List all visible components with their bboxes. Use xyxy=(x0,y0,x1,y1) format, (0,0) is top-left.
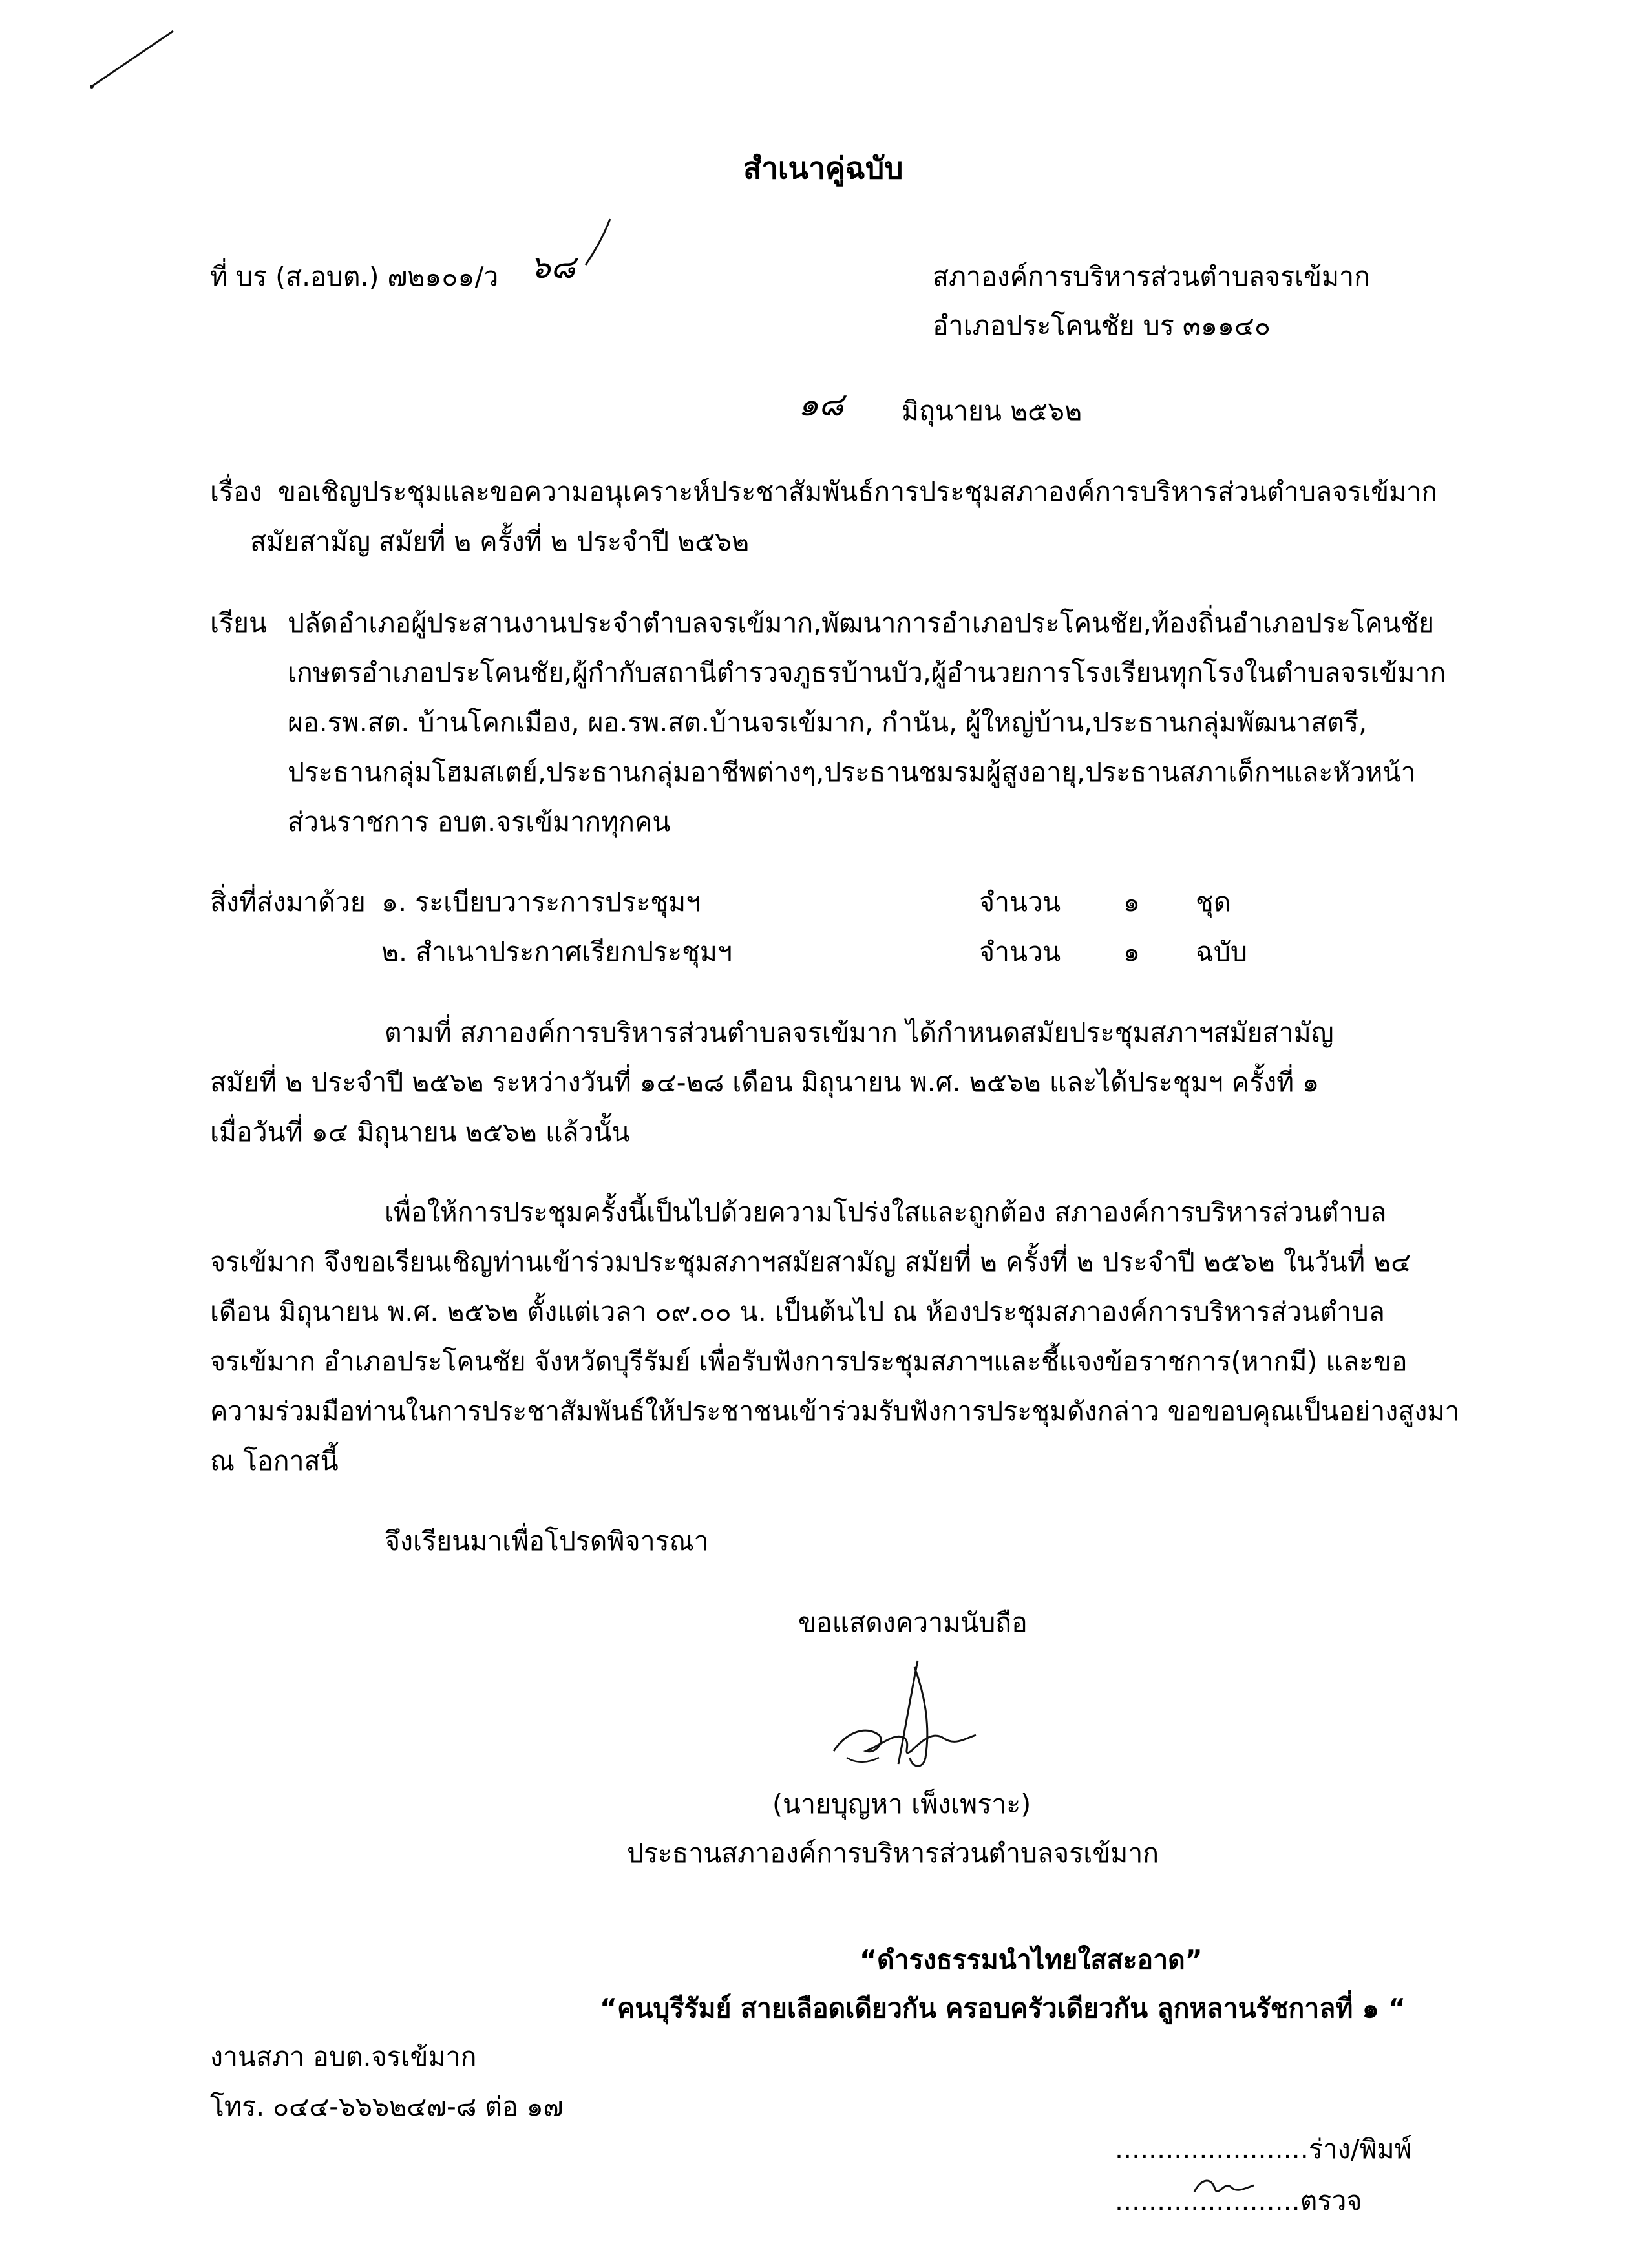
paragraph-1-line-1: ตามที่ สภาองค์การบริหารส่วนตำบลจรเข้มาก ได้กำหนดสมัยประชุมสภาฯสมัยสามัญ xyxy=(385,1017,1334,1048)
recipients-line-1: ปลัดอำเภอผู้ประสานงานประจำตำบลจรเข้มาก,พัฒนาการอำเภอประโคนชัย,ท้องถิ่นอำเภอประโคนชัย xyxy=(288,607,1435,638)
enclosure-item-2-text: ๒. สำเนาประกาศเรียกประชุมฯ xyxy=(381,936,732,967)
enclosure-item-2-unit: ฉบับ xyxy=(1196,936,1247,967)
recipients-line-4: ประธานกลุ่มโฮมสเตย์,ประธานกลุ่มอาชีพต่างๆ,ประธานชมรมผู้สูงอายุ,ประธานสภาเด็กฯและหัวหน้า xyxy=(288,757,1416,788)
slogan-2: “คนบุรีรัมย์ สายเลือดเดียวกัน ครอบครัวเดียวกัน ลูกหลานรัชกาลที่ ๑ “ xyxy=(600,1993,1406,2024)
recipients-line-5: ส่วนราชการ อบต.จรเข้มากทุกคน xyxy=(288,806,671,837)
subject-line-1: ขอเชิญประชุมและขอความอนุเคราะห์ประชาสัมพันธ์การประชุมสภาองค์การบริหารส่วนตำบลจรเข้มาก xyxy=(278,476,1438,507)
paragraph-2-line-3: เดือน มิถุนายน พ.ศ. ๒๕๖๒ ตั้งแต่เวลา ๐๙.๐๐ น. เป็นต้นไป ณ ห้องประชุมสภาองค์การบริหารส่วนตำบล xyxy=(210,1296,1385,1327)
subject-line-2: สมัยสามัญ สมัยที่ ๒ ครั้งที่ ๒ ประจำปี ๒๕๖๒ xyxy=(250,526,750,557)
date-day-handwritten: ๑๘ xyxy=(798,386,844,423)
check-sign-line: ......................ตรวจ xyxy=(1115,2185,1362,2216)
paragraph-2-line-6: ณ โอกาสนี้ xyxy=(210,1445,339,1476)
paragraph-1-line-2: สมัยที่ ๒ ประจำปี ๒๕๖๒ ระหว่างวันที่ ๑๔-๒๘ เดือน มิถุนายน พ.ศ. ๒๕๖๒ และได้ประชุมฯ ครั้งที่ ๑ xyxy=(210,1067,1320,1098)
signer-name: (นายบุญหา เพ็งเพราะ) xyxy=(772,1789,1031,1820)
reference-number: ที่ บร (ส.อบต.) ๗๒๑๐๑/ว xyxy=(210,261,499,292)
enclosure-item-1-unit: ชุด xyxy=(1196,887,1231,918)
recipients-label: เรียน xyxy=(210,607,268,638)
contact-office: งานสภา อบต.จรเข้มาก xyxy=(210,2041,477,2072)
handwritten-signature xyxy=(821,1654,989,1783)
draft-sign-line: .......................ร่าง/พิมพ์ xyxy=(1115,2134,1412,2165)
sender-line-1: สภาองค์การบริหารส่วนตำบลจรเข้มาก xyxy=(933,261,1370,292)
subject-label: เรื่อง xyxy=(210,476,262,507)
enclosure-item-1-qty-label: จำนวน xyxy=(979,887,1061,918)
paragraph-1-line-3: เมื่อวันที่ ๑๔ มิถุนายน ๒๕๖๒ แล้วนั้น xyxy=(210,1117,630,1148)
paragraph-2-line-5: ความร่วมมือท่านในการประชาสัมพันธ์ให้ประชาชนเข้าร่วมรับฟังการประชุมดังกล่าว ขอขอบคุณเป็นอย่างสูงมา xyxy=(210,1396,1460,1427)
handwritten-check-mark xyxy=(84,26,181,97)
slogan-1: “ดำรงธรรมนำไทยใสสะอาด” xyxy=(860,1944,1203,1975)
enclosure-item-2-qty: ๑ xyxy=(1123,936,1141,967)
recipients-line-3: ผอ.รพ.สต. บ้านโคกเมือง, ผอ.รพ.สต.บ้านจรเข้มาก, กำนัน, ผู้ใหญ่บ้าน,ประธานกลุ่มพัฒนาสตรี, xyxy=(288,707,1368,738)
date-month-year: มิถุนายน ๒๕๖๒ xyxy=(902,395,1083,426)
sender-line-2: อำเภอประโคนชัย บร ๓๑๑๔๐ xyxy=(933,310,1271,341)
contact-phone: โทร. ๐๔๔-๖๖๖๒๔๗-๘ ต่อ ๑๗ xyxy=(210,2091,564,2122)
enclosure-item-2-qty-label: จำนวน xyxy=(979,936,1061,967)
reference-handwritten-number: ๖๘ xyxy=(530,248,576,286)
signer-position: ประธานสภาองค์การบริหารส่วนตำบลจรเข้มาก xyxy=(627,1838,1159,1869)
enclosures-label: สิ่งที่ส่งมาด้วย xyxy=(210,887,366,918)
recipients-line-2: เกษตรอำเภอประโคนชัย,ผู้กำกับสถานีตำรวจภูธรบ้านบัว,ผู้อำนวยการโรงเรียนทุกโรงในตำบลจรเข้มาก xyxy=(288,657,1446,688)
paragraph-2-line-1: เพื่อให้การประชุมครั้งนี้เป็นไปด้วยความโปร่งใสและถูกต้อง สภาองค์การบริหารส่วนตำบล xyxy=(385,1197,1387,1228)
document-title: สำเนาคู่ฉบับ xyxy=(743,151,903,185)
paragraph-2-line-2: จรเข้มาก จึงขอเรียนเชิญท่านเข้าร่วมประชุมสภาฯสมัยสามัญ สมัยที่ ๒ ครั้งที่ ๒ ประจำปี ๒๕๖๒ ในวันที่ ๒๔ xyxy=(210,1246,1411,1277)
closing-request: จึงเรียนมาเพื่อโปรดพิจารณา xyxy=(385,1526,709,1557)
signature-salutation: ขอแสดงความนับถือ xyxy=(798,1607,1028,1638)
enclosure-item-1-text: ๑. ระเบียบวาระการประชุมฯ xyxy=(381,887,701,918)
handwritten-slash xyxy=(582,216,614,268)
paragraph-2-line-4: จรเข้มาก อำเภอประโคนชัย จังหวัดบุรีรัมย์ เพื่อรับฟังการประชุมสภาฯและชี้แจงข้อราชการ(หากมี) และขอ xyxy=(210,1346,1408,1377)
enclosure-item-1-qty: ๑ xyxy=(1123,887,1141,918)
handwritten-initials xyxy=(1189,2171,1260,2203)
